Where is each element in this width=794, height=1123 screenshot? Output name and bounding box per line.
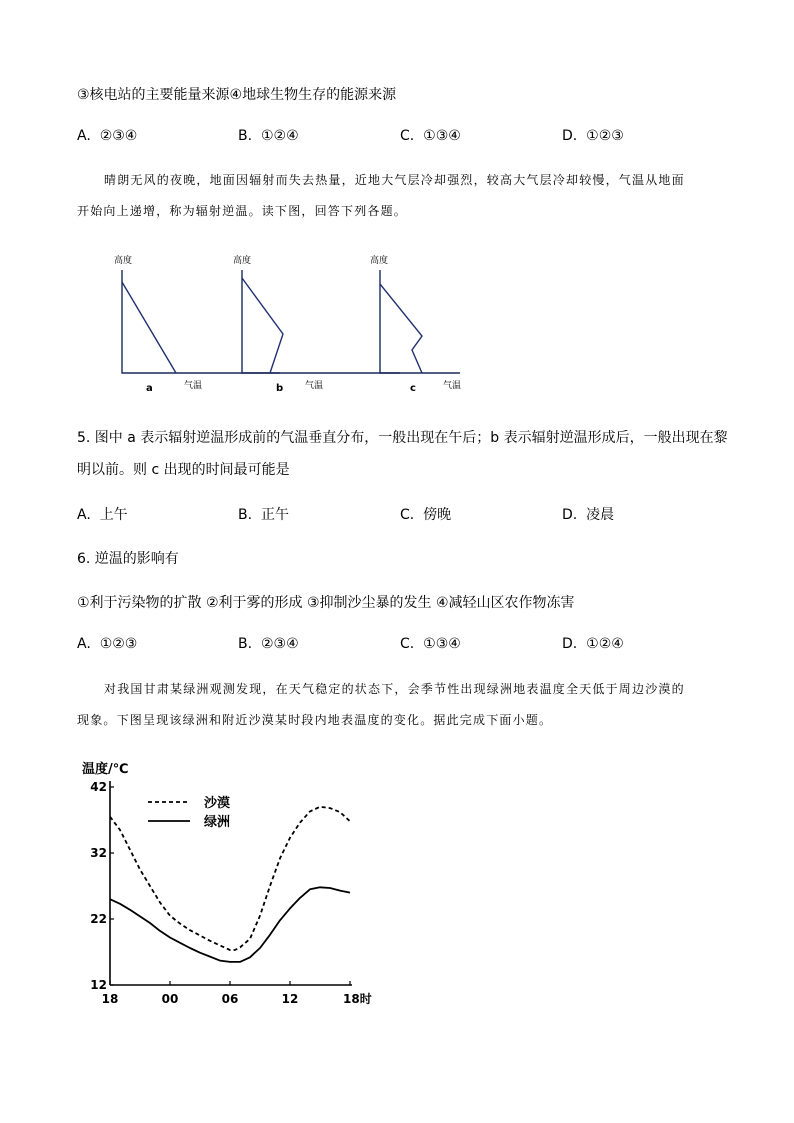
x-tick-label: 06 <box>221 992 239 1006</box>
option-text: ①②④ <box>586 636 624 652</box>
option-text: 上午 <box>99 507 128 523</box>
panel-b-profile <box>242 278 283 373</box>
q5-stem-line-1: 5. 图中 a 表示辐射逆温形成前的气温垂直分布，一般出现在午后；b 表示辐射逆温形成后，一般出现在黎 <box>77 430 728 446</box>
temperature-profile-diagrams <box>100 250 480 400</box>
y-tick-label: 12 <box>90 978 107 992</box>
option-text: 正午 <box>260 507 289 523</box>
option-text: ②③④ <box>260 636 299 652</box>
panel-b-label: b <box>276 383 284 394</box>
x-tick-label: 18 <box>101 992 119 1006</box>
q6-option-a[interactable] <box>77 636 137 652</box>
option-letter: D. <box>562 507 578 523</box>
option-letter: C. <box>400 507 415 523</box>
option-text: 傍晚 <box>423 507 452 523</box>
option-letter: C. <box>400 636 415 652</box>
option-letter: D. <box>562 128 578 144</box>
q4-option-a[interactable] <box>77 128 137 144</box>
panel-c-y-label: 高度 <box>370 256 389 266</box>
option-text: ①②④ <box>260 128 299 144</box>
q4-option-c[interactable] <box>400 128 461 144</box>
q5-option-c[interactable] <box>400 504 451 524</box>
q5-stem-line-2: 明以前。则 c 出现的时间最可能是 <box>77 462 290 478</box>
option-text: ①②③ <box>99 636 138 652</box>
x-tick-label: 00 <box>161 992 179 1006</box>
y-tick-label: 32 <box>90 846 107 860</box>
y-tick-label: 22 <box>90 912 107 926</box>
panel-c-axis-extension <box>420 372 460 375</box>
option-letter: B. <box>238 636 253 652</box>
intro-paragraph-2 <box>77 674 737 736</box>
panel-a-y-label: 高度 <box>114 256 133 266</box>
x-tick-label: 12 <box>281 992 299 1006</box>
q6-statements: ①利于污染物的扩散 ②利于雾的形成 ③抑制沙尘暴的发生 ④减轻山区农作物冻害 <box>77 595 575 611</box>
intro-2-line-2: 现象。下图呈现该绿洲和附近沙漠某时段内地表温度的变化。据此完成下面小题。 <box>77 713 553 727</box>
panel-c-axes <box>380 270 420 373</box>
panel-b-axes <box>242 270 400 373</box>
q5-option-b[interactable] <box>238 504 289 524</box>
option-letter: A. <box>77 128 91 144</box>
option-text: ②③④ <box>99 128 138 144</box>
q4-statement-tail: ③核电站的主要能量来源④地球生物生存的能源来源 <box>77 87 397 103</box>
option-letter: B. <box>238 507 253 523</box>
option-letter: A. <box>77 507 91 523</box>
intro-1-line-2: 开始向上递增，称为辐射逆温。读下图，回答下列各题。 <box>77 204 408 218</box>
q5-option-d[interactable] <box>562 504 614 524</box>
legend-label: 绿洲 <box>204 815 231 830</box>
q6-option-d[interactable] <box>562 636 624 652</box>
q6-option-c[interactable] <box>400 636 461 652</box>
q6-option-b[interactable] <box>238 636 299 652</box>
intro-1-line-1: 晴朗无风的夜晚，地面因辐射而失去热量，近地大气层冷却强烈，较高大气层冷却较慢，气温从地面 <box>104 173 685 187</box>
option-letter: A. <box>77 636 91 652</box>
q6-stem: 6. 逆温的影响有 <box>77 551 179 567</box>
option-letter: B. <box>238 128 253 144</box>
x-tick-label: 18时 <box>343 992 372 1006</box>
panel-a-label: a <box>146 383 153 394</box>
option-text: ①②③ <box>586 128 624 144</box>
panel-a-profile <box>122 282 176 373</box>
option-text: ①③④ <box>423 636 461 652</box>
option-letter: C. <box>400 128 415 144</box>
option-text: 凌晨 <box>586 507 615 523</box>
intro-paragraph-1 <box>77 165 727 227</box>
panel-c-label: c <box>410 383 416 394</box>
temperature-line-chart <box>60 750 390 1015</box>
chart-y-axis-label: 温度/℃ <box>82 762 129 777</box>
intro-2-line-1: 对我国甘肃某绿洲观测发现，在天气稳定的状态下，会季节性出现绿洲地表温度全天低于周边沙漠的 <box>104 682 685 696</box>
y-tick-label: 42 <box>90 780 107 794</box>
q4-option-b[interactable] <box>238 128 299 144</box>
option-letter: D. <box>562 636 578 652</box>
panel-a-x-label: 气温 <box>184 381 203 391</box>
panel-c-profile <box>380 284 422 373</box>
q5-option-a[interactable] <box>77 504 128 524</box>
panel-b-y-label: 高度 <box>233 256 252 266</box>
panel-c-x-label: 气温 <box>443 381 462 391</box>
option-text: ①③④ <box>423 128 461 144</box>
q4-option-d[interactable] <box>562 128 624 144</box>
legend-label: 沙漠 <box>204 796 231 811</box>
panel-b-x-label: 气温 <box>305 381 324 391</box>
